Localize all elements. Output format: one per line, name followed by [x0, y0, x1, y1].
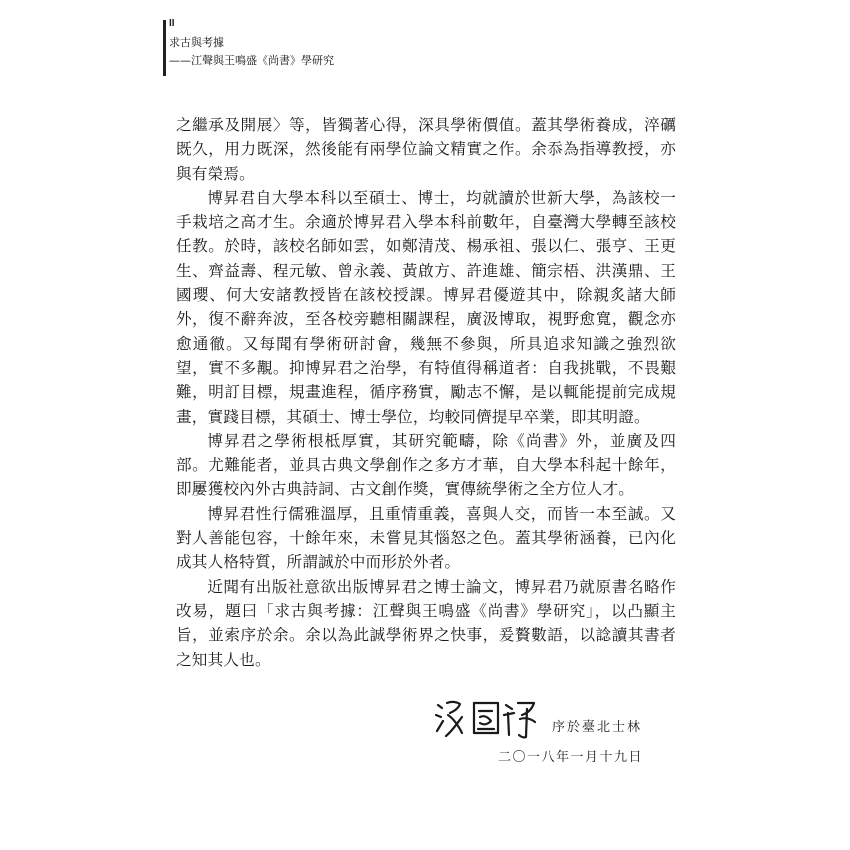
paragraph: 博昇君之學術根柢厚實，其研究範疇，除《尚書》外，並廣及四部。尤難能者，並具古典文學創作之多方才華，自大學本科起十餘年，即屢獲校內外古典詩詞、古文創作獎，實傳統學術之全方位人才。	[176, 431, 676, 499]
paragraph: 博昇君自大學本科以至碩士、博士，均就讀於世新大學，為該校一手栽培之高才生。余適於博昇君入學本科前數年，自臺灣大學轉至該校任教。於時，該校名師如雲，如鄭清茂、楊承祖、張以仁、張亨、王更生、齊益壽、程元敏、曾永義、黃啟方、許進雄、簡宗梧、洪漢鼎、王國瓔、何大安諸教授皆在該校授課。博昇君優遊其中，除親炙諸大師外，復不辭奔波，至各校旁聽相關課程，廣汲博取，視野愈寬，觀念亦愈通徹。又每聞有學術研討會，幾無不參與，所具追求知識之強烈欲望，實不多覯。抑博昇君之治學，有特值得稱道者：自我挑戰，不畏艱難，明訂目標，規畫進程，循序務實，勵志不懈，是以輒能提前完成規畫，實踐目標，其碩士、博士學位，均較同儕提早卒業，即其明證。	[176, 188, 676, 426]
paragraph: 之繼承及開展〉等，皆獨著心得，深具學術價值。蓋其學術養成，淬礪既久，用力既深，然後能有兩學位論文精實之作。余忝為指導教授，亦與有榮焉。	[176, 116, 676, 183]
paragraph: 近聞有出版社意欲出版博昇君之博士論文，博昇君乃就原書名略作改易，題曰「求古與考據：江聲與王鳴盛《尚書》學研究」，以凸顯主旨，並索序於余。余以為此誠學術界之快事，爰贅數語，以諗讀其書者之知其人也。	[176, 577, 676, 669]
handwritten-signature	[432, 695, 542, 741]
paragraph: 博昇君性行儒雅溫厚，且重情重義，喜與人交，而皆一本至誠。又對人善能包容，十餘年來，未嘗見其惱怒之色。蓋其學術涵養，已內化成其人格特質，所謂誠於中而形於外者。	[176, 504, 676, 572]
header-rule	[163, 20, 166, 76]
preface-body	[176, 113, 676, 672]
signing-place: 序於臺北士林	[552, 720, 643, 735]
running-header	[163, 16, 363, 76]
signing-date: 二〇一八年一月十九日	[498, 750, 644, 765]
page-number: II	[169, 18, 175, 29]
book-title: 求古與考據	[169, 36, 224, 49]
book-subtitle: ——江聲與王鳴盛《尚書》學研究	[169, 54, 334, 67]
